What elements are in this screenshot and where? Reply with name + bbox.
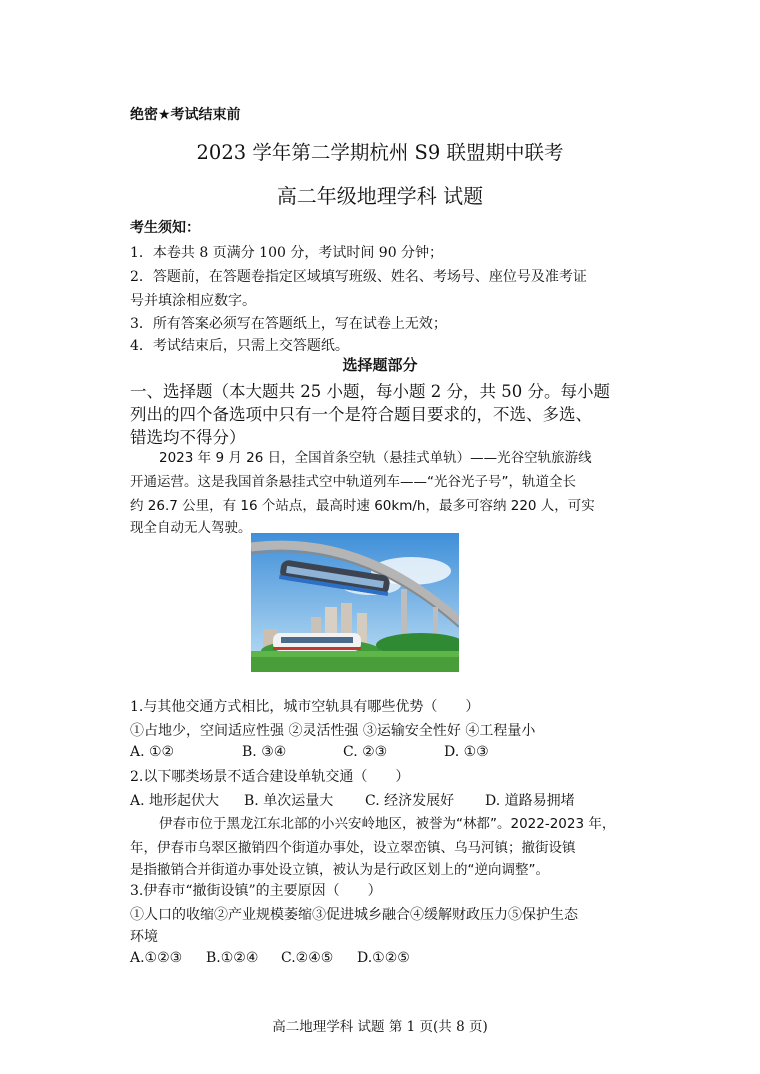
q3-items-continued: 环境 <box>130 929 158 945</box>
section-intro-line: 错选均不得分） <box>130 428 246 447</box>
q1-stem: 1.与其他交通方式相比，城市空轨具有哪些优势（ ） <box>130 699 480 715</box>
section-intro-line: 一、选择题（本大题共 25 小题，每小题 2 分，共 50 分。每小题 <box>130 382 610 401</box>
q1-option-c: C. ②③ <box>343 744 388 760</box>
q3-stem: 3.伊春市“撤街设镇”的主要原因（ ） <box>130 883 382 899</box>
monorail-photo <box>251 533 459 672</box>
q3-option-b: B.①②④ <box>206 950 259 966</box>
notice-line: 3．所有答案必须写在答题纸上，写在试卷上无效； <box>130 316 447 332</box>
passage2-line: 年，伊春市乌翠区撤销四个街道办事处，设立翠峦镇、乌马河镇；撤街设镇 <box>130 840 576 856</box>
q3-option-c: C.②④⑤ <box>281 950 334 966</box>
notice-line: 2．答题前，在答题卷指定区域填写班级、姓名、考场号、座位号及准考证 <box>130 269 587 285</box>
notice-line: 号并填涂相应数字。 <box>130 293 256 309</box>
q3-items: ①人口的收缩②产业规模萎缩③促进城乡融合④缓解财政压力⑤保护生态 <box>130 907 578 923</box>
q2-option-c: C. 经济发展好 <box>365 793 455 809</box>
exam-subtitle: 高二年级地理学科 试题 <box>276 184 484 208</box>
passage1-line: 现全自动无人驾驶。 <box>130 520 252 536</box>
q1-option-a: A. ①② <box>130 744 175 760</box>
section-title: 选择题部分 <box>342 356 418 374</box>
confidential-label: 绝密★考试结束前 <box>130 107 241 123</box>
notice-heading: 考生须知： <box>130 220 200 236</box>
page-footer: 高二地理学科 试题 第 1 页(共 8 页) <box>272 1019 488 1035</box>
q3-option-d: D.①②⑤ <box>357 950 410 966</box>
notice-line: 4．考试结束后，只需上交答题纸。 <box>130 338 349 354</box>
notice-line: 1．本卷共 8 页满分 100 分，考试时间 90 分钟； <box>130 245 444 261</box>
q2-option-d: D. 道路易拥堵 <box>485 793 575 809</box>
passage1-line: 开通运营。这是我国首条悬挂式空中轨道列车——“光谷光子号”，轨道全长 <box>130 474 576 490</box>
q1-option-d: D. ①③ <box>444 744 489 760</box>
passage2-line: 伊春市位于黑龙江东北部的小兴安岭地区，被誉为“林都”。2022-2023 年， <box>159 816 616 832</box>
passage1-line: 2023 年 9 月 26 日，全国首条空轨（悬挂式单轨）——光谷空轨旅游线 <box>159 450 592 466</box>
section-intro-line: 列出的四个备选项中只有一个是符合题目要求的，不选、多选、 <box>130 405 592 424</box>
exam-title: 2023 学年第二学期杭州 S9 联盟期中联考 <box>196 141 564 164</box>
passage2-line: 是指撤销合并街道办事处设立镇，被认为是行政区划上的“逆向调整”。 <box>130 862 549 878</box>
q1-items: ①占地少，空间适应性强 ②灵活性强 ③运输安全性好 ④工程量小 <box>130 723 536 739</box>
q2-stem: 2.以下哪类场景不适合建设单轨交通（ ） <box>130 769 410 785</box>
q1-option-b: B. ③④ <box>242 744 287 760</box>
q3-option-a: A.①②③ <box>130 950 183 966</box>
q2-option-a: A. 地形起伏大 <box>130 793 220 809</box>
passage1-line: 约 26.7 公里，有 16 个站点，最高时速 60km/h，最多可容纳 220 人，可实 <box>130 498 595 514</box>
q2-option-b: B. 单次运量大 <box>244 793 334 809</box>
